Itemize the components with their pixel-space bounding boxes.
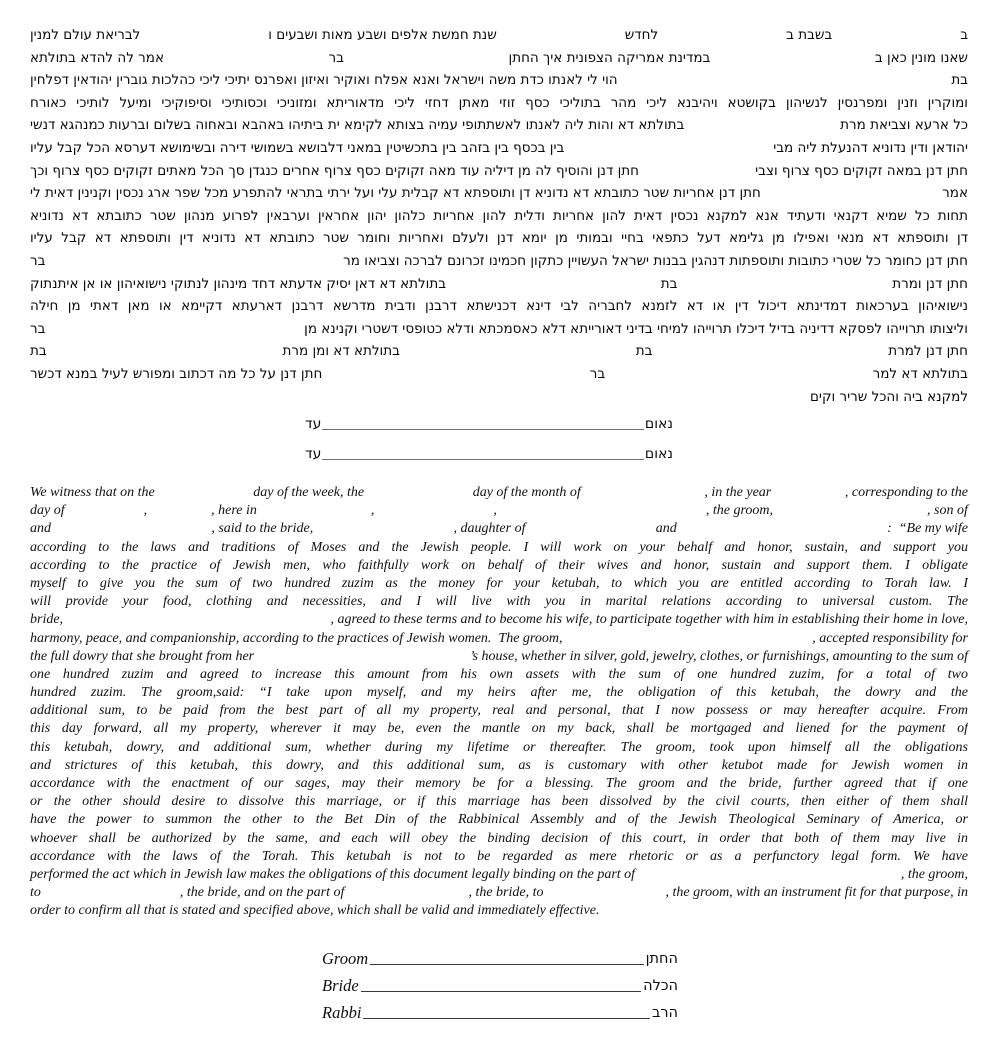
blank-field xyxy=(68,884,153,885)
signature-line xyxy=(363,1006,650,1019)
blank-field xyxy=(331,520,436,521)
blank-field xyxy=(543,520,638,521)
english-line xyxy=(30,666,968,684)
english-line xyxy=(30,502,968,520)
english-run: will provide your food, clothing and necessities, and I will live with you in marital relations according to universal custom. The xyxy=(30,594,968,610)
blank-field xyxy=(347,648,377,649)
english-run: according to the practice of Jewish men, who faithfully work on behalf of their wives and honor, sustain and support them. I obligate xyxy=(30,557,968,573)
english-line xyxy=(30,539,968,557)
hebrew-line xyxy=(30,275,968,298)
witness-ed-label: עד xyxy=(305,446,322,462)
hebrew-line xyxy=(30,207,968,230)
english-run: , xyxy=(143,503,148,519)
hebrew-line xyxy=(30,49,968,72)
blank-field xyxy=(793,484,823,485)
english-run: day of xyxy=(30,503,65,519)
blank-field xyxy=(371,884,441,885)
blank-field xyxy=(264,502,364,503)
english-run: , the bride, to xyxy=(468,885,544,901)
signature-role-en: Bride xyxy=(322,976,359,995)
english-run: one hundred zuzim and agreed to increase this amount from his own assets with the sum of one hundred zuzim, for a total of two xyxy=(30,666,968,682)
signature-row xyxy=(322,1000,678,1022)
signature-line xyxy=(370,952,643,965)
hebrew-segment: בר xyxy=(328,49,344,66)
english-line xyxy=(30,611,968,629)
hebrew-segment: ב xyxy=(960,27,968,43)
hebrew-segment: לבריאת עולם למנין xyxy=(30,27,141,43)
english-line xyxy=(30,593,968,611)
english-line xyxy=(30,648,968,666)
hebrew-line xyxy=(30,116,968,139)
blank-field xyxy=(386,484,451,485)
hebrew-segment: בתולתא דא דאן יסיק אדעתא דחד מינהון לנתוקי נישואיהון או אן איתנתוק xyxy=(30,275,447,292)
hebrew-line xyxy=(30,229,968,252)
hebrew-line xyxy=(30,162,968,185)
hebrew-segment: חתן דנן למרת xyxy=(888,343,968,360)
english-line xyxy=(30,720,968,738)
english-line xyxy=(30,811,968,829)
english-line xyxy=(30,884,968,902)
english-run: harmony, peace, and companionship, according to the practices of Jewish women. The groom, xyxy=(30,630,563,646)
english-run: hundred zuzim. The groom,said: “I take upon myself, and my heirs after me, the obligation of this ketubah, the dowry and the xyxy=(30,685,968,701)
english-run: performed the act which in Jewish law makes the obligations of this document legally binding on the part of xyxy=(30,866,636,882)
blank-field xyxy=(177,484,232,485)
signature-role-he: החתן xyxy=(645,951,678,967)
blank-field xyxy=(154,502,204,503)
hebrew-segment: בת xyxy=(660,275,678,292)
hebrew-segment: חתן דנן אחריות שטר כתובתא דא נדוניא דן ותוספתא דא קבלית עלי ועל ירתי בתראי להתפרע מכל שפר ארג נכסין וקנינין דאית לי xyxy=(30,185,761,202)
english-run: We witness that on the xyxy=(30,485,155,500)
english-run: this ketubah, dowry, and additional sum, whether during my lifetime or thereafter. The groom, took upon himself all the obligations xyxy=(30,739,968,755)
hebrew-segment: בת xyxy=(951,72,968,89)
english-run: , corresponding to the xyxy=(844,485,968,500)
blank-field xyxy=(381,502,486,503)
english-line xyxy=(30,484,968,502)
signature-row xyxy=(322,973,678,995)
hebrew-segment: שנת חמשת אלפים ושבע מאות ושבעים ו xyxy=(268,27,497,43)
english-run: to xyxy=(30,885,41,901)
signature-role-en: Rabbi xyxy=(322,1003,362,1022)
english-line xyxy=(30,757,968,775)
english-line xyxy=(30,866,968,884)
hebrew-segment: בשבת ב xyxy=(786,27,833,43)
hebrew-segment: למקנא ביה והכל שריר וקים xyxy=(809,388,968,405)
english-line xyxy=(30,575,968,593)
hebrew-segment: בר xyxy=(30,252,46,269)
english-line xyxy=(30,557,968,575)
hebrew-segment: בתולתא דא למר xyxy=(872,365,968,382)
hebrew-segment: בר xyxy=(30,320,46,337)
witness-ed-label: עד xyxy=(305,416,322,432)
witness-row xyxy=(305,444,673,462)
blank-field xyxy=(571,884,639,885)
blank-field xyxy=(72,502,137,503)
witness-signature-line xyxy=(322,447,644,460)
witness-signatures xyxy=(305,414,673,474)
english-run: and xyxy=(655,521,677,537)
english-run: , the groom, with an instrument fit for that purpose, in xyxy=(665,885,968,901)
english-run: or the other should desire to dissolve this marriage, or if this marriage has been dissolved by the civil courts, then either of them shall xyxy=(30,794,968,810)
english-line xyxy=(30,684,968,702)
english-run: bride, xyxy=(30,612,64,628)
english-line xyxy=(30,902,968,920)
blank-field xyxy=(780,502,920,503)
blank-field xyxy=(647,630,727,631)
hebrew-segment: כל ארעא וצביאת מרת xyxy=(840,117,968,134)
hebrew-line xyxy=(30,320,968,343)
english-run: ’s house, whether in silver, gold, jewelry, clothes, or furnishings, amounting to the sum of xyxy=(469,648,968,664)
hebrew-segment: אמר xyxy=(942,185,968,202)
english-run: , the groom, xyxy=(900,866,968,882)
hebrew-segment: תחות כל שמיא דקנאי ודעתיד אנא למקנא נכסין דאית להון אחריות ודלית להון אחריות כלהון יהון אחראין וערבאין לפרוע מנהון שטר כתובתא דא נדוניא xyxy=(30,207,968,224)
hebrew-segment: חתן דנן על כל מה דכתוב ומפורש לעיל במנא דכשר xyxy=(30,365,323,382)
hebrew-line xyxy=(30,26,968,49)
english-run: , the bride, and on the part of xyxy=(179,885,345,901)
english-run: and xyxy=(30,521,51,537)
english-line xyxy=(30,830,968,848)
hebrew-segment: בין בכסף בין בזהב בין בתכשיטין במאני דלבושא בשמושי דירה ובשימושא דערסא הכל קבל עליו xyxy=(30,139,565,156)
witness-signer-label: נאום xyxy=(644,416,673,432)
hebrew-line xyxy=(30,388,968,411)
english-run: , here in xyxy=(211,503,257,519)
witness-row xyxy=(305,414,673,432)
hebrew-segment: יהודאן ודין נדוניא דהנעלת ליה מבי xyxy=(773,139,968,156)
hebrew-segment: דן ותוספתא דא מנאי ואפילו מן גלימא דעל כתפאי בחיי ובמותי מן יומא דנן ולעלם ואחריות וחומר שטר כתובתא דא נדוניא דין ותוספתא דא קבל עליו xyxy=(30,230,968,247)
blank-field xyxy=(603,484,683,485)
signature-line xyxy=(361,979,641,992)
hebrew-segment: הוי לי לאנתו כדת משה וישראל ואנא אפלח ואוקיר ואיזון ואפרנס יתיכי ליכי כהלכות גוברין יהודאין דפלחין xyxy=(30,72,618,89)
english-run: additional sum, to be paid from the best part of all my property, real and personal, that I now possess or may hereafter acquire. From xyxy=(30,703,968,719)
hebrew-segment: בת xyxy=(635,343,653,360)
hebrew-segment: חתן דנן במאה זקוקים כסף צרוף וצבי xyxy=(755,162,968,179)
english-run: , in the year xyxy=(704,485,772,500)
hebrew-segment: במדינת אמריקה הצפונית איך החתן xyxy=(508,49,711,66)
hebrew-segment: חתן דנן והוסיף לה מן דיליה עוד מאה זקוקים כסף צרוף אחרים כנגדן סך הכל מאתים זקוקים כסף צרוף וכך xyxy=(30,162,639,179)
english-run: day of the month of xyxy=(472,485,581,500)
english-line xyxy=(30,702,968,720)
hebrew-line xyxy=(30,71,968,94)
hebrew-segment: בתולתא דא ומן מרת xyxy=(282,343,400,360)
english-run: accordance with the laws of the Torah. This ketubah is not to be regarded as mere rhetoric or as a perfunctory legal form. We have xyxy=(30,848,968,864)
english-run: , son of xyxy=(927,503,968,519)
hebrew-line xyxy=(30,297,968,320)
english-run: the full dowry that she brought from her xyxy=(30,648,255,664)
hebrew-segment: ומוקרין וזנין ומפרנסין לנשיהון בקושטא ויהיבנא ליכי מהר בתוליכי כסף זוזי מאתן דחזי ליכי מדאוריתא ומזוניכי וכסותיכי וסיפוקיכי ומיעל לותיכי כאורח xyxy=(30,94,968,111)
hebrew-line xyxy=(30,139,968,162)
hebrew-segment: בר xyxy=(589,365,606,382)
english-run: , the groom, xyxy=(705,503,774,519)
hebrew-segment: וליצותו תרוייהו לפסקא דדיניה בדיל דיכלו תרוייהו למיחי בדיני דאורייתא דלא כאסמכתא ודלא כטופסי דשטרי וקנינא מן xyxy=(304,320,968,337)
blank-field xyxy=(127,611,267,612)
hebrew-line xyxy=(30,252,968,275)
signature-role-en: Groom xyxy=(322,949,369,968)
english-run: , said to the bride, xyxy=(211,521,314,537)
english-line xyxy=(30,848,968,866)
english-run: : “Be my wife xyxy=(887,521,968,537)
hebrew-paragraph xyxy=(30,26,968,410)
english-line xyxy=(30,739,968,757)
english-run: have the power to summon the other to the Bet Din of the Rabbinical Assembly and of the Jewish Theological Seminary of America, or xyxy=(30,812,968,828)
english-run: and strictures of this ketubah, this dowry, and this additional sum, as is customary with other ketubot made for Jewish women in xyxy=(30,757,968,773)
hebrew-line xyxy=(30,184,968,207)
english-run: accordance with the enactment of our sages, may their memory be for a blessing. The groom and the bride, further agreed that if one xyxy=(30,776,968,791)
english-line xyxy=(30,793,968,811)
hebrew-segment: חתן דנן ומרת xyxy=(892,275,968,292)
english-run: , daughter of xyxy=(453,521,526,537)
english-run: according to the laws and traditions of Moses and the Jewish people. I will work on your behalf and honor, sustain, and support you xyxy=(30,539,968,555)
witness-signer-label: נאום xyxy=(644,446,673,462)
hebrew-segment: נישואיהון בערכאות דמדינתא דיכול דין או דא לזמנא לחבריה לבי דינא דכנישתא דרבנן ודבית מדרשא דרבנן דארעתא דקיימא או מאן דאתי מן חילה xyxy=(30,298,968,315)
english-line xyxy=(30,630,968,648)
english-run: , xyxy=(370,503,375,519)
english-run: whoever shall be authorized by the same, and each will obey the binding decision of this court, in order that both of them may live in xyxy=(30,830,968,846)
english-run: day of the week, the xyxy=(253,485,365,500)
english-run: , accepted responsibility for xyxy=(812,630,968,646)
signature-role-he: הרב xyxy=(651,1005,678,1021)
witness-signature-line xyxy=(322,417,644,430)
blank-field xyxy=(504,502,699,503)
english-run: , agreed to these terms and to become his wife, to participate together with him in establishing their home in love, xyxy=(330,612,968,628)
blank-field xyxy=(710,866,825,867)
english-line xyxy=(30,775,968,793)
hebrew-line xyxy=(30,342,968,365)
english-run: order to confirm all that is stated and specified above, which shall be valid and immediately effective. xyxy=(30,903,600,919)
hebrew-segment: שאנו מונין כאן ב xyxy=(874,49,968,66)
hebrew-segment: אמר לה להדא בתולתא xyxy=(30,49,164,66)
signature-role-he: הכלה xyxy=(643,978,678,994)
blank-field xyxy=(694,520,869,521)
english-run: , xyxy=(493,503,497,519)
hebrew-segment: חתן דנן כחומר כל שטרי כתובות ותוספתות דנהגין בבנות ישראל העשויין כתקון חכמינו זכרונם לברכה וצביאו מר xyxy=(343,252,968,269)
signature-section xyxy=(322,946,678,1027)
hebrew-line xyxy=(30,365,968,388)
signature-row xyxy=(322,946,678,968)
hebrew-segment: בת xyxy=(30,343,47,360)
english-paragraph xyxy=(30,484,968,921)
english-run: myself to give you the sum of two hundred zuzim as the money for your ketubah, to which you are entitled according to Torah law. I xyxy=(30,575,968,591)
english-run: this day forward, all my property, wherever it may be, even the mantle on my back, shall be mortgaged and liened for the payment of xyxy=(30,721,968,737)
hebrew-segment: בתולתא דא והות ליה לאנתו לאשתתופי עמיה בצותא לקימא ית ביתיהו באהבא ובאחוה בשלום וברעות כמנהגא דנשי xyxy=(30,117,685,134)
hebrew-segment: לחדש xyxy=(624,27,659,43)
hebrew-line xyxy=(30,94,968,117)
english-line xyxy=(30,520,968,538)
blank-field xyxy=(69,520,194,521)
